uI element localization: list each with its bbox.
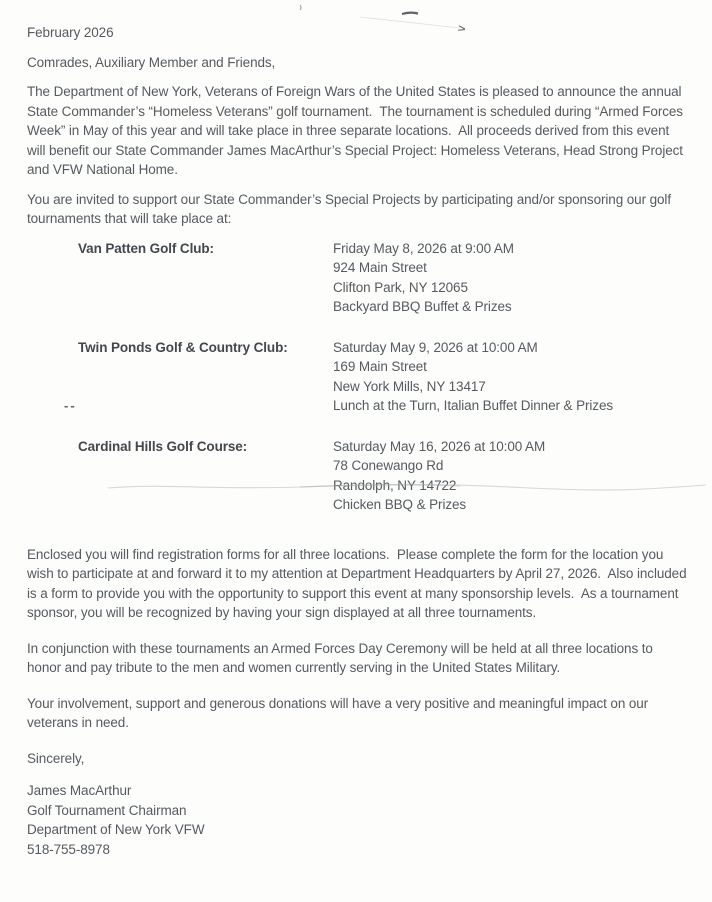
tournament-city: Clifton Park, NY 12065 [333,279,468,295]
signature-block [27,781,690,859]
tournament-entry-cardinal-hills [78,437,690,515]
signature-title: Golf Tournament Chairman [27,802,187,818]
tournament-venue: Van Patten Golf Club: [78,240,214,256]
tournament-datetime: Saturday May 16, 2026 at 10:00 AM [333,438,546,454]
tournament-venue: Cardinal Hills Golf Course: [78,438,248,454]
salutation: Comrades, Auxiliary Member and Friends, [27,54,276,70]
tournament-meal: Backyard BBQ Buffet & Prizes [333,299,512,314]
tournament-meal: Lunch at the Turn, Italian Buffet Dinner & Prizes [333,398,614,413]
signature-phone: 518-755-8978 [27,841,110,857]
tournament-meal: Chicken BBQ & Prizes [333,497,467,512]
tournament-street: 78 Conewango Rd [333,458,444,473]
tournament-details [333,338,690,416]
scan-double-dash-artifact: -- [64,398,77,413]
scan-speck-artifact [300,5,301,10]
signature-name: James MacArthur [27,783,132,798]
signature-org: Department of New York VFW [27,822,205,837]
tournament-street: 924 Main Street [333,260,427,275]
paragraph-ceremony: In conjunction with these tournaments an Armed Forces Day Ceremony will be held at all three locations to honor and pay tribute to the men and women currently serving in the United States Military. [27,640,657,675]
tournament-details [333,239,690,317]
tournament-city: New York Mills, NY 13417 [333,378,486,394]
tournament-entry-twin-ponds [78,338,690,416]
tournament-entry-van-patten [78,239,690,317]
tournament-venue: Twin Ponds Golf & Country Club: [78,339,288,355]
tournament-details [333,437,690,515]
scan-dash-artifact [402,13,418,14]
paragraph-invitation: You are invited to support our State Commander’s Special Projects by participating and/or sponsoring our golf tournaments that will take place at: [27,191,675,226]
scan-squiggle-artifact: > [456,21,467,36]
tournament-list [78,239,690,515]
tournament-city: Randolph, NY 14722 [333,477,457,493]
tournament-street: 169 Main Street [333,359,427,374]
letter-date: February 2026 [27,25,114,40]
paragraph-announcement: The Department of New York, Veterans of Foreign Wars of the United States is pleased to announce the annual State Commander’s “Homeless Veterans” golf tournament. The tournament is scheduled during “Armed Forces Week” in May of this year and will take place in three separate locations. All proceeds derived from this event will benefit our State Commander James MacArthur’s Special Project: Homeless Veterans, Head Strong Project and VFW National Home. [27,84,687,177]
paragraph-registration: Enclosed you will find registration forms for all three locations. Please complete the form for the location you wish to participate at and forward it to my attention at Department Headquarters by April 27, 2026. Also included is a form to provide you with the opportunity to support this event at many sponsorship levels. As a tournament sponsor, you will be recognized by having your sign displayed at all three tournaments. [27,546,691,620]
tournament-datetime: Saturday May 9, 2026 at 10:00 AM [333,339,538,355]
paragraph-impact: Your involvement, support and generous donations will have a very positive and meaningful impact on our veterans in need. [27,695,652,730]
signoff: Sincerely, [27,750,85,766]
tournament-datetime: Friday May 8, 2026 at 9:00 AM [333,240,514,256]
